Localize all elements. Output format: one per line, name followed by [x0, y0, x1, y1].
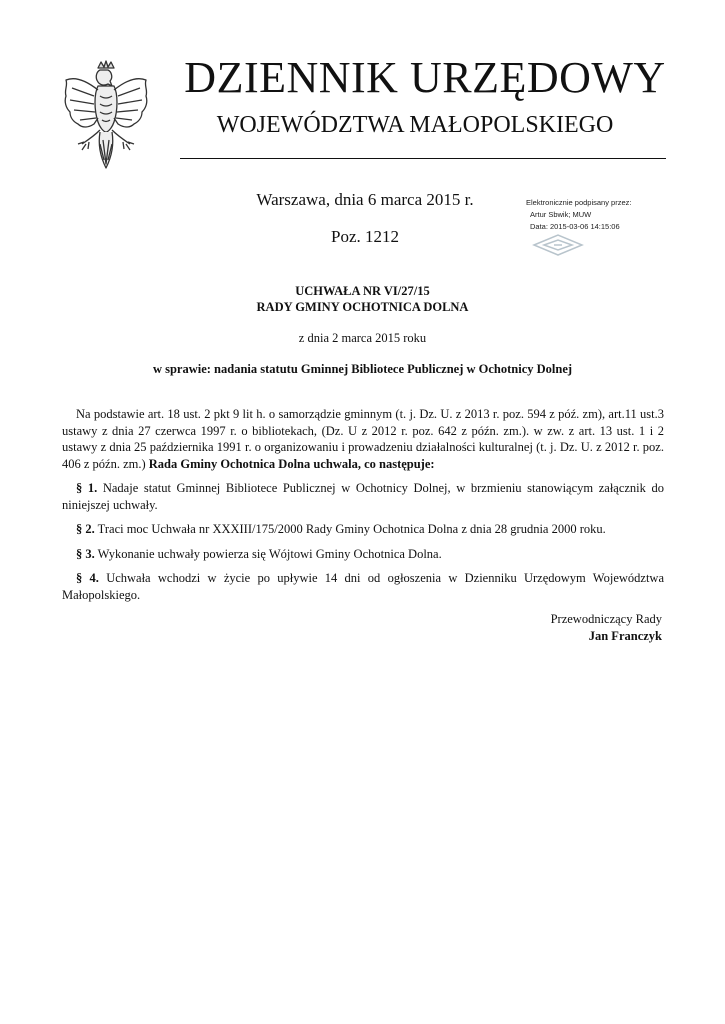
paragraph-4-number: § 4. — [76, 571, 99, 585]
header-divider — [180, 158, 666, 159]
signatory-name: Jan Franczyk — [588, 628, 662, 643]
resolution-date: z dnia 2 marca 2015 roku — [298, 331, 427, 345]
paragraph-4-text: Uchwała wchodzi w życie po upływie 14 dni od ogłoszenia w Dzienniku Urzędowym Województwa Małopolskiego. — [62, 571, 664, 602]
paragraph-4 — [62, 570, 664, 603]
preamble-text: Na podstawie art. 18 ust. 2 pkt 9 lit h. o samorządzie gminnym (t. j. Dz. U. z 2013 r. poz. 594 z póź. zm), art.11 ust.3 ustawy z dnia 27 czerwca 1997 r. o bibliotekach, (Dz. U z 2012 r. poz. 642 z późn. zm.). w zw. z art. 13 ust. 1 i 2 ustawy z dnia 25 października 1991 r. o organizowaniu i prowadzeniu działalności kulturalnej (t. j. Dz. U. z 2012 r. poz. 406 z późn. zm.) — [62, 407, 664, 471]
electronic-signature-stamp — [526, 197, 696, 233]
journal-title: DZIENNIK URZĘDOWY — [184, 53, 666, 102]
resolution-body — [62, 406, 664, 611]
signature-seal-icon — [528, 232, 588, 258]
publication-date: Warszawa, dnia 6 marca 2015 r. — [256, 190, 474, 209]
journal-subtitle: WOJEWÓDZTWA MAŁOPOLSKIEGO — [216, 112, 614, 138]
signature-line-2: Artur Sbwik; MUW — [530, 210, 592, 219]
preamble-paragraph — [62, 406, 664, 472]
signatory-block — [440, 611, 662, 644]
paragraph-1-number: § 1. — [76, 481, 98, 495]
paragraph-2-text: Traci moc Uchwała nr XXXIII/175/2000 Rady Gminy Ochotnica Dolna z dnia 28 grudnia 2000 roku. — [97, 522, 606, 536]
polish-eagle-emblem-icon — [60, 60, 152, 172]
paragraph-3-text: Wykonanie uchwały powierza się Wójtowi Gminy Ochotnica Dolna. — [97, 546, 442, 561]
paragraph-2 — [62, 521, 664, 538]
paragraph-1 — [62, 480, 664, 513]
paragraph-1-text: Nadaje statut Gminnej Bibliotece Publicznej w Ochotnicy Dolnej, w brzmieniu stanowiącym załącznik do niniejszej uchwały. — [62, 481, 665, 512]
signatory-role: Przewodniczący Rady — [550, 612, 662, 626]
resolution-number: UCHWAŁA NR VI/27/15 — [295, 284, 430, 298]
resolution-heading — [60, 283, 665, 315]
resolution-body-name: RADY GMINY OCHOTNICA DOLNA — [256, 300, 469, 314]
paragraph-3-number: § 3. — [76, 546, 95, 561]
position-number: Poz. 1212 — [331, 227, 399, 246]
paragraph-3 — [62, 546, 664, 563]
resolution-subject: w sprawie: nadania statutu Gminnej Bibliotece Publicznej w Ochotnicy Dolnej — [152, 362, 573, 376]
preamble-enactment: Rada Gminy Ochotnica Dolna uchwala, co następuje: — [148, 456, 435, 471]
signature-line-1: Elektronicznie podpisany przez: — [526, 198, 632, 207]
signature-line-3: Data: 2015-03-06 14:15:06 — [530, 222, 620, 231]
paragraph-2-number: § 2. — [76, 522, 95, 536]
